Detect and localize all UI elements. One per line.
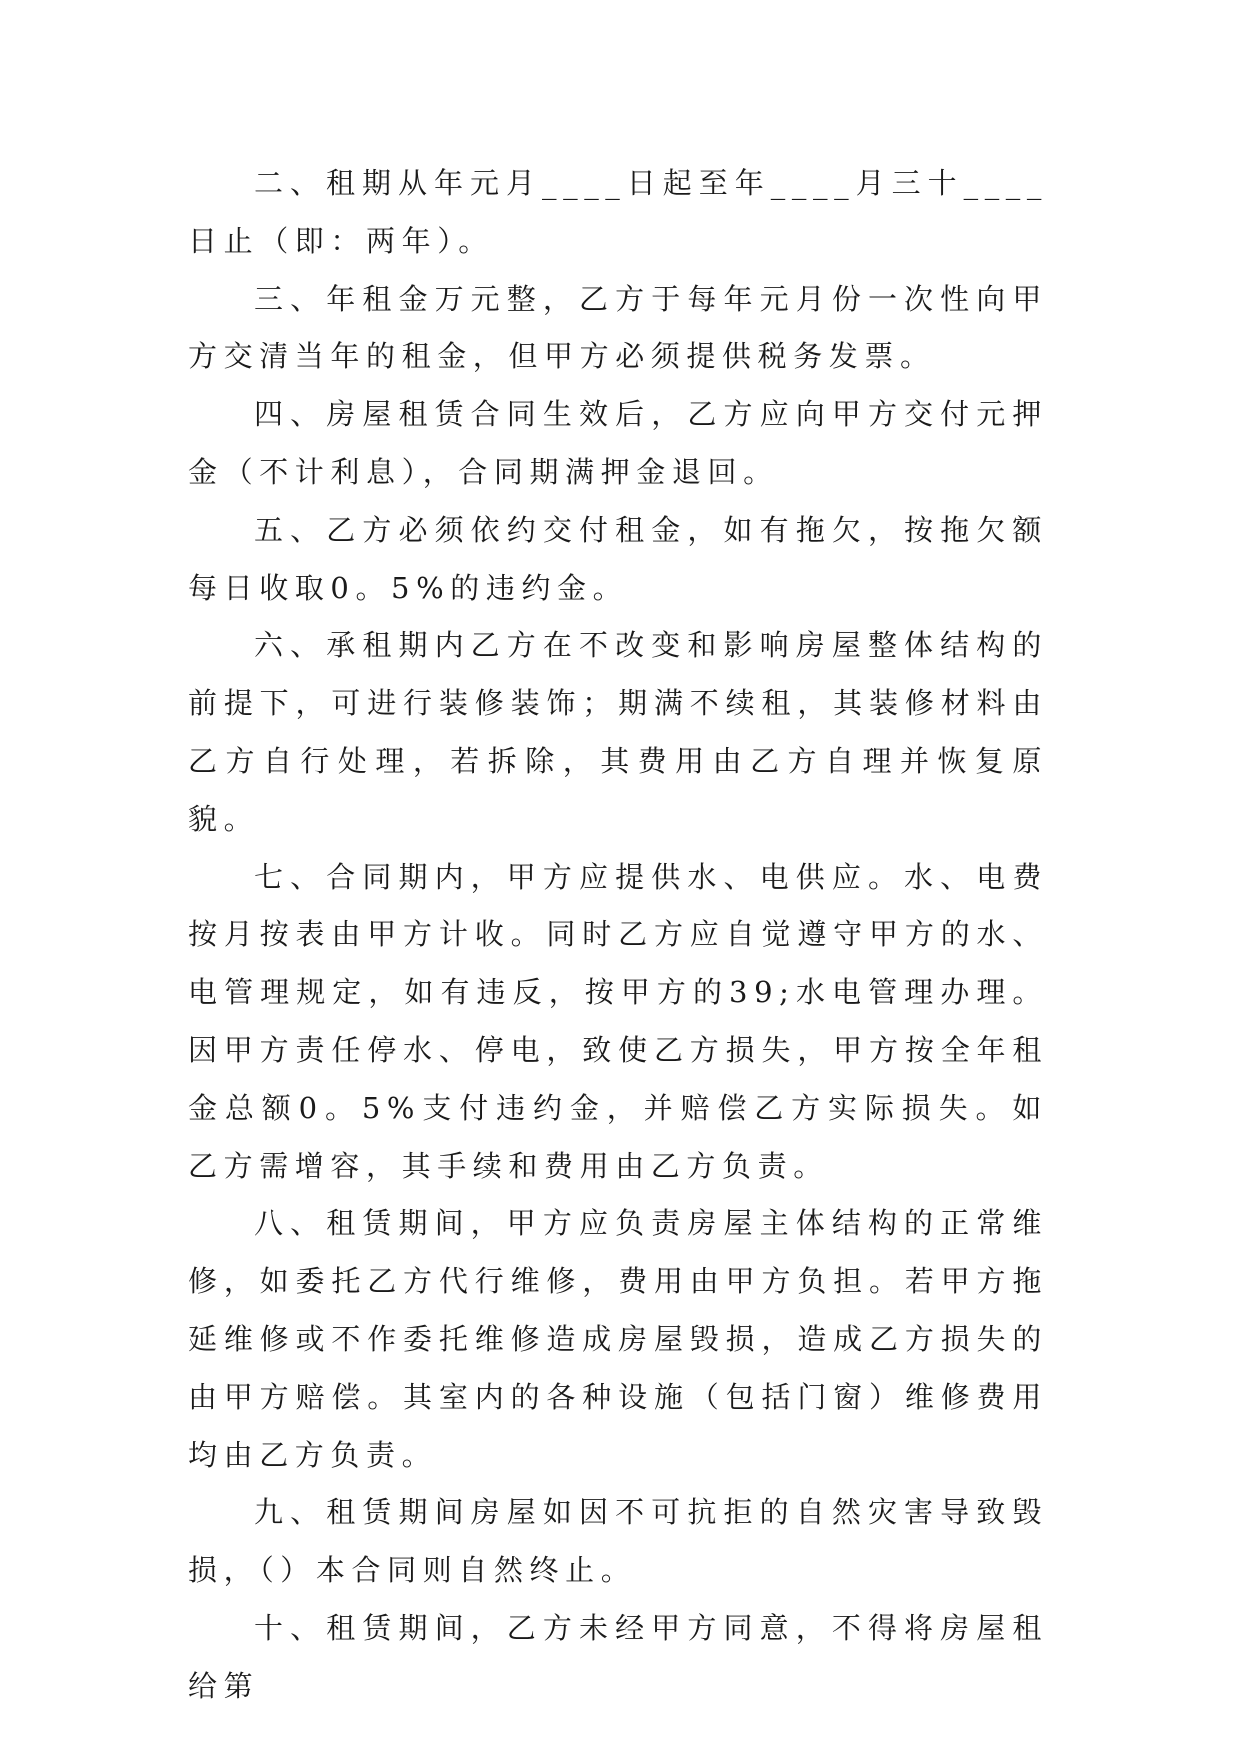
- clause-3-annual-rent: 三、年租金万元整，乙方于每年元月份一次性向甲方交清当年的租金，但甲方必须提供税务发票。: [188, 281, 1048, 374]
- contract-body: [188, 155, 1048, 1716]
- clause-5-late-payment: 五、乙方必须依约交付租金，如有拖欠，按拖欠额每日收取0。5%的违约金。: [188, 512, 1048, 605]
- clause-4-deposit: 四、房屋租赁合同生效后，乙方应向甲方交付元押金（不计利息），合同期满押金退回。: [188, 397, 1048, 489]
- clause-9-force-majeure: 九、租赁期间房屋如因不可抗拒的自然灾害导致毁损，（）本合同则自然终止。: [188, 1495, 1048, 1588]
- clause-7-utilities: 七、合同期内，甲方应提供水、电供应。水、电费按月按表由甲方计收。同时乙方应自觉遵守甲方的水、电管理规定，如有违反，按甲方的39;水电管理办理。因甲方责任停水、停电，致使乙方损失，甲方按全年租金总额0。5%支付违约金，并赔偿乙方实际损失。如乙方需增容，其手续和费用由乙方负责。: [188, 859, 1048, 1183]
- clause-8-maintenance: 八、租赁期间，甲方应负责房屋主体结构的正常维修，如委托乙方代行维修，费用由甲方负担。若甲方拖延维修或不作委托维修造成房屋毁损，造成乙方损失的由甲方赔偿。其室内的各种设施（包括门窗）维修费用均由乙方负责。: [188, 1206, 1048, 1472]
- clause-6-renovation: 六、承租期内乙方在不改变和影响房屋整体结构的前提下，可进行装修装饰；期满不续租，其装修材料由乙方自行处理，若拆除，其费用由乙方自理并恢复原貌。: [188, 628, 1048, 836]
- clause-2-lease-term: 二、租期从年元月____日起至年____月三十____日止（即：两年）。: [188, 166, 1048, 258]
- clause-10-sublease: 十、租赁期间，乙方未经甲方同意，不得将房屋租给第: [188, 1610, 1048, 1703]
